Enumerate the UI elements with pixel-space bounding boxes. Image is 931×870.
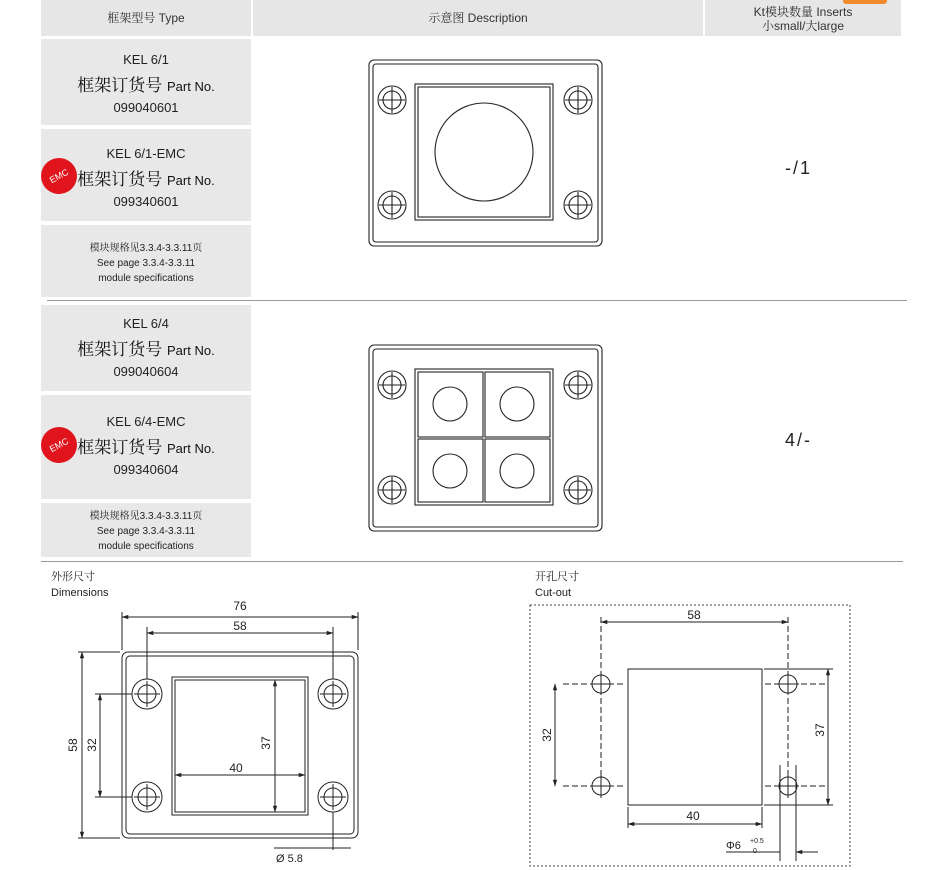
part-no-label: 框架订货号 Part No. bbox=[77, 170, 215, 189]
mount-hole bbox=[564, 371, 592, 399]
header-inserts bbox=[705, 0, 901, 36]
orange-tab-marker bbox=[843, 0, 887, 4]
row-separator bbox=[47, 300, 907, 301]
row-separator bbox=[41, 561, 903, 562]
mount-hole bbox=[318, 782, 348, 812]
cut-opening-width: 40 bbox=[686, 809, 700, 823]
mount-hole bbox=[132, 679, 162, 709]
mount-hole bbox=[378, 191, 406, 219]
header-inserts-line2: 小small/大large bbox=[761, 19, 845, 33]
dimensions-title-cn: 外形尺寸 bbox=[51, 571, 95, 583]
dim-width-holes: 58 bbox=[233, 619, 247, 633]
mount-hole bbox=[564, 86, 592, 114]
dim-height-outer: 58 bbox=[66, 738, 80, 752]
part-number: 099040601 bbox=[113, 100, 179, 115]
cutout-title-en: Cut-out bbox=[535, 587, 572, 599]
spec-text: 模块规格见3.3.4-3.3.11页 See page 3.3.4-3.3.11 module specifications bbox=[89, 243, 203, 284]
cut-tolerance-upper: +0.5 bbox=[750, 838, 764, 845]
header-description: 示意图 Description bbox=[253, 0, 703, 36]
cut-hole-diameter: Φ6 bbox=[726, 840, 741, 852]
mount-hole bbox=[378, 371, 406, 399]
model-name: KEL 6/1 bbox=[123, 52, 169, 67]
model-name: KEL 6/4-EMC bbox=[106, 414, 186, 429]
cut-tolerance-lower: 0 bbox=[753, 848, 757, 855]
header-inserts-line1: Kt模块数量 Inserts bbox=[753, 5, 853, 19]
product2-spec-cell bbox=[41, 503, 251, 557]
product1-spec-cell bbox=[41, 225, 251, 297]
cutout-opening bbox=[628, 669, 762, 805]
cutout-hole bbox=[590, 775, 612, 797]
cutout-frame bbox=[530, 605, 850, 866]
dim-height-holes: 32 bbox=[85, 738, 99, 752]
dim-opening-width: 40 bbox=[229, 761, 243, 775]
emc-badge: EMC bbox=[35, 421, 84, 470]
part-number: 099340604 bbox=[113, 462, 179, 477]
mount-hole bbox=[564, 476, 592, 504]
kel-6-1-drawing bbox=[360, 55, 610, 255]
part-no-label: 框架订货号 Part No. bbox=[77, 340, 215, 359]
dimensions-title-en: Dimensions bbox=[51, 587, 109, 599]
mount-hole bbox=[378, 86, 406, 114]
part-no-label: 框架订货号 Part No. bbox=[77, 76, 215, 95]
cutout-hole bbox=[777, 673, 799, 695]
part-number: 099340601 bbox=[113, 194, 179, 209]
product2-variant1-cell bbox=[41, 305, 251, 391]
kel-6-4-drawing bbox=[360, 340, 610, 540]
part-no-label: 框架订货号 Part No. bbox=[77, 438, 215, 457]
spec-text: 模块规格见3.3.4-3.3.11页 See page 3.3.4-3.3.11 module specifications bbox=[89, 511, 203, 552]
dimensions-drawing bbox=[60, 595, 380, 870]
mount-hole bbox=[564, 191, 592, 219]
cutout-title-cn: 开孔尺寸 bbox=[535, 571, 579, 583]
product1-variant1-cell bbox=[41, 39, 251, 125]
model-name: KEL 6/1-EMC bbox=[106, 146, 186, 161]
inserts-count: -/1 bbox=[785, 158, 813, 178]
mount-hole bbox=[132, 782, 162, 812]
dim-opening-height: 37 bbox=[259, 736, 273, 750]
dim-width-outer: 76 bbox=[233, 599, 247, 613]
cut-hole-spacing-x: 58 bbox=[687, 608, 701, 622]
header-type: 框架型号 Type bbox=[41, 0, 251, 36]
emc-badge: EMC bbox=[35, 152, 84, 201]
inserts-count: 4/- bbox=[785, 430, 813, 450]
cut-hole-spacing-y: 32 bbox=[540, 728, 554, 742]
dim-hole-diameter: Ø 5.8 bbox=[276, 853, 303, 865]
cutout-drawing bbox=[528, 603, 854, 869]
model-name: KEL 6/4 bbox=[123, 316, 169, 331]
cut-opening-height: 37 bbox=[813, 723, 827, 737]
mount-hole bbox=[318, 679, 348, 709]
part-number: 099040604 bbox=[113, 364, 179, 379]
cutout-hole bbox=[590, 673, 612, 695]
mount-hole bbox=[378, 476, 406, 504]
